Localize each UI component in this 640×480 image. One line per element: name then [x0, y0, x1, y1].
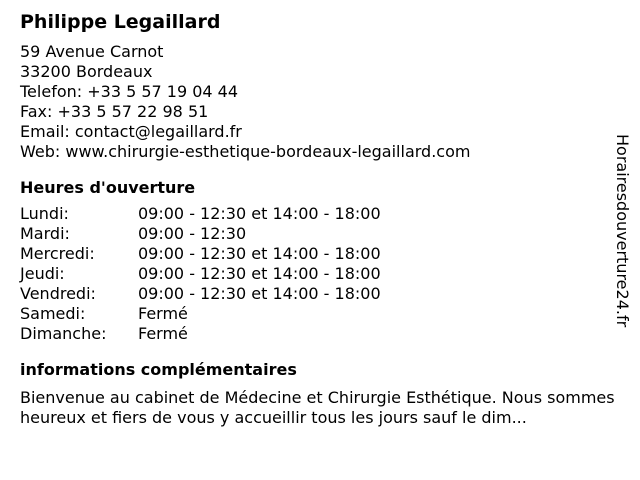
hours-time: 09:00 - 12:30 et 14:00 - 18:00	[138, 264, 381, 283]
hours-day: Mardi:	[20, 224, 70, 243]
additional-info-heading: informations complémentaires	[20, 360, 297, 379]
hours-row-mardi	[20, 224, 612, 244]
hours-day: Lundi:	[20, 204, 69, 223]
hours-day: Dimanche:	[20, 324, 107, 343]
hours-row-vendredi	[20, 284, 612, 304]
fax-number: Fax: +33 5 57 22 98 51	[20, 102, 209, 121]
hours-time: 09:00 - 12:30 et 14:00 - 18:00	[138, 284, 381, 303]
hours-row-mercredi	[20, 244, 612, 264]
hours-day: Mercredi:	[20, 244, 95, 263]
hours-time: 09:00 - 12:30	[138, 224, 247, 243]
business-name: Philippe Legaillard	[20, 11, 221, 33]
hours-row-samedi	[20, 304, 612, 324]
hours-time: 09:00 - 12:30 et 14:00 - 18:00	[138, 244, 381, 263]
hours-row-dimanche	[20, 324, 612, 344]
hours-time: Fermé	[138, 324, 188, 343]
website-address: Web: www.chirurgie-esthetique-bordeaux-legaillard.com	[20, 142, 471, 161]
opening-hours-list	[20, 204, 612, 344]
hours-row-lundi	[20, 204, 612, 224]
address-city: 33200 Bordeaux	[20, 62, 153, 81]
phone-number: Telefon: +33 5 57 19 04 44	[20, 82, 239, 101]
hours-day: Samedi:	[20, 304, 86, 323]
business-card	[20, 10, 615, 428]
email-address: Email: contact@legaillard.fr	[20, 122, 242, 141]
hours-day: Jeudi:	[20, 264, 65, 283]
site-watermark: Horairesdouverture24.fr	[613, 134, 632, 328]
hours-time: 09:00 - 12:30 et 14:00 - 18:00	[138, 204, 381, 223]
hours-time: Fermé	[138, 304, 188, 323]
opening-hours-heading: Heures d'ouverture	[20, 178, 196, 197]
additional-info-text: Bienvenue au cabinet de Médecine et Chirurgie Esthétique. Nous sommes heureux et fiers de vous y accueillir tous les jours sauf le dim...	[20, 388, 615, 427]
address-street: 59 Avenue Carnot	[20, 42, 164, 61]
hours-row-jeudi	[20, 264, 612, 284]
hours-day: Vendredi:	[20, 284, 96, 303]
